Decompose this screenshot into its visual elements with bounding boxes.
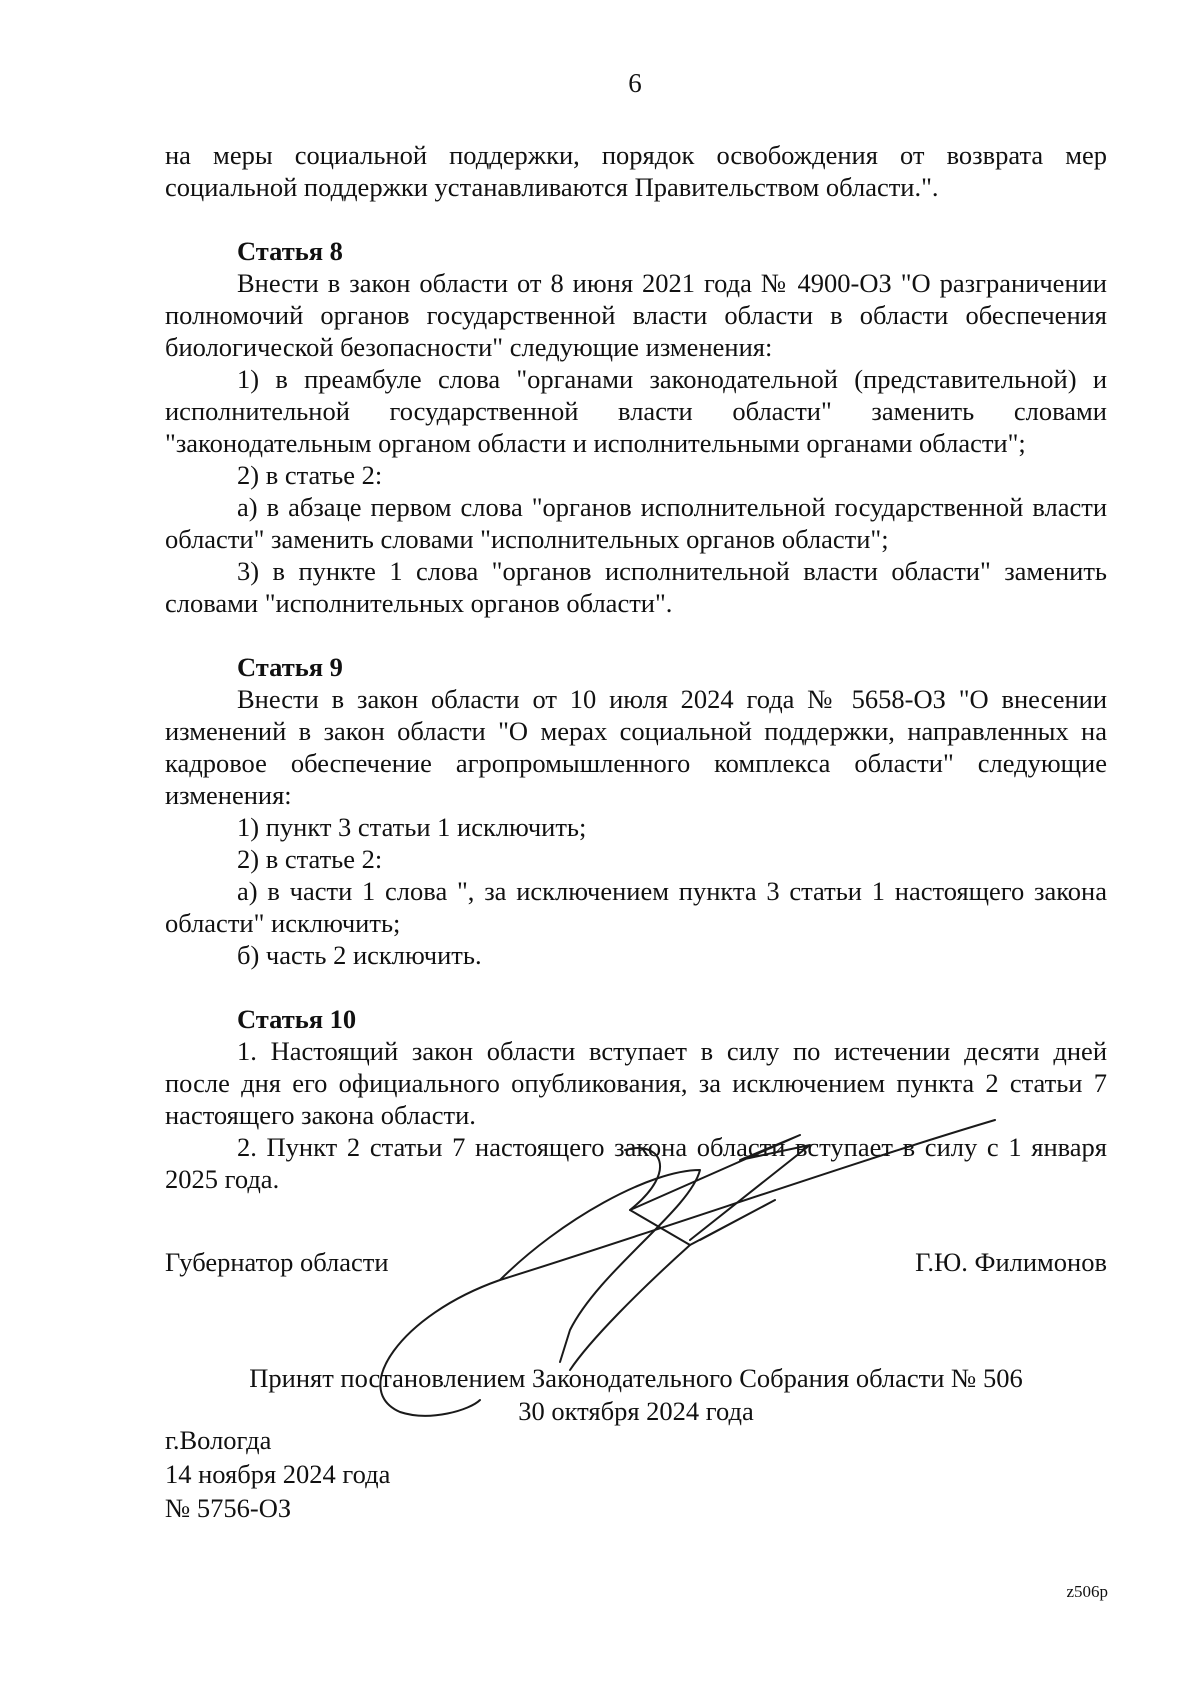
adoption-note [165, 1362, 1107, 1428]
article-8-paragraph: 2) в статье 2: [237, 460, 383, 490]
article-9-paragraph: а) в части 1 слова ", за исключением пункта 3 статьи 1 настоящего закона области" исключить; [165, 876, 1107, 938]
city: г.Вологда [165, 1425, 272, 1455]
article-9-paragraph: б) часть 2 исключить. [237, 940, 482, 970]
article-9-heading: Статья 9 [237, 652, 343, 682]
article-10-paragraph: 1. Настоящий закон области вступает в силу по истечении десяти дней после дня его официального опубликования, за исключением пункта 2 статьи 7 настоящего закона области. [165, 1036, 1107, 1130]
article-8-paragraph: 1) в преамбуле слова "органами законодательной (представительной) и исполнительной государственной власти области" заменить словами "законодательным органом области и исполнительными органами области"; [165, 364, 1107, 458]
article-9-paragraph: 2) в статье 2: [237, 844, 383, 874]
article-8-heading: Статья 8 [237, 236, 343, 266]
intro-paragraph: на меры социальной поддержки, порядок освобождения от возврата мер социальной поддержки устанавливаются Правительством области.". [165, 140, 1107, 202]
governor-title: Губернатор области [165, 1247, 389, 1277]
article-9-paragraph: 1) пункт 3 статьи 1 исключить; [237, 812, 587, 842]
document-body [165, 139, 1107, 1195]
place-date-block [165, 1423, 390, 1525]
law-number: № 5756-ОЗ [165, 1493, 292, 1523]
article-8-paragraph: Внести в закон области от 8 июня 2021 года № 4900-ОЗ "О разграничении полномочий органов государственной власти области в области обеспечения биологической безопасности" следующие изменения: [165, 268, 1107, 362]
law-date: 14 ноября 2024 года [165, 1459, 391, 1489]
document-code: z506p [1066, 1582, 1108, 1601]
article-10-paragraph: 2. Пункт 2 статьи 7 настоящего закона области вступает в силу с 1 января 2025 года. [165, 1132, 1107, 1194]
adoption-line-1: Принят постановлением Законодательного Собрания области № 506 [249, 1363, 1023, 1393]
article-8-paragraph: а) в абзаце первом слова "органов исполнительной государственной власти области" заменить словами "исполнительных органов области"; [165, 492, 1107, 554]
governor-name: Г.Ю. Филимонов [915, 1247, 1107, 1277]
article-9-paragraph: Внести в закон области от 10 июля 2024 года № 5658-ОЗ "О внесении изменений в закон области "О мерах социальной поддержки, направленных на кадровое обеспечение агропромышленного комплекса области" следующие изменения: [165, 684, 1107, 810]
article-10-heading: Статья 10 [237, 1004, 357, 1034]
adoption-line-2: 30 октября 2024 года [518, 1396, 754, 1426]
article-8-paragraph: 3) в пункте 1 слова "органов исполнительной власти области" заменить словами "исполнительных органов области". [165, 556, 1107, 618]
page-number: 6 [628, 68, 642, 98]
